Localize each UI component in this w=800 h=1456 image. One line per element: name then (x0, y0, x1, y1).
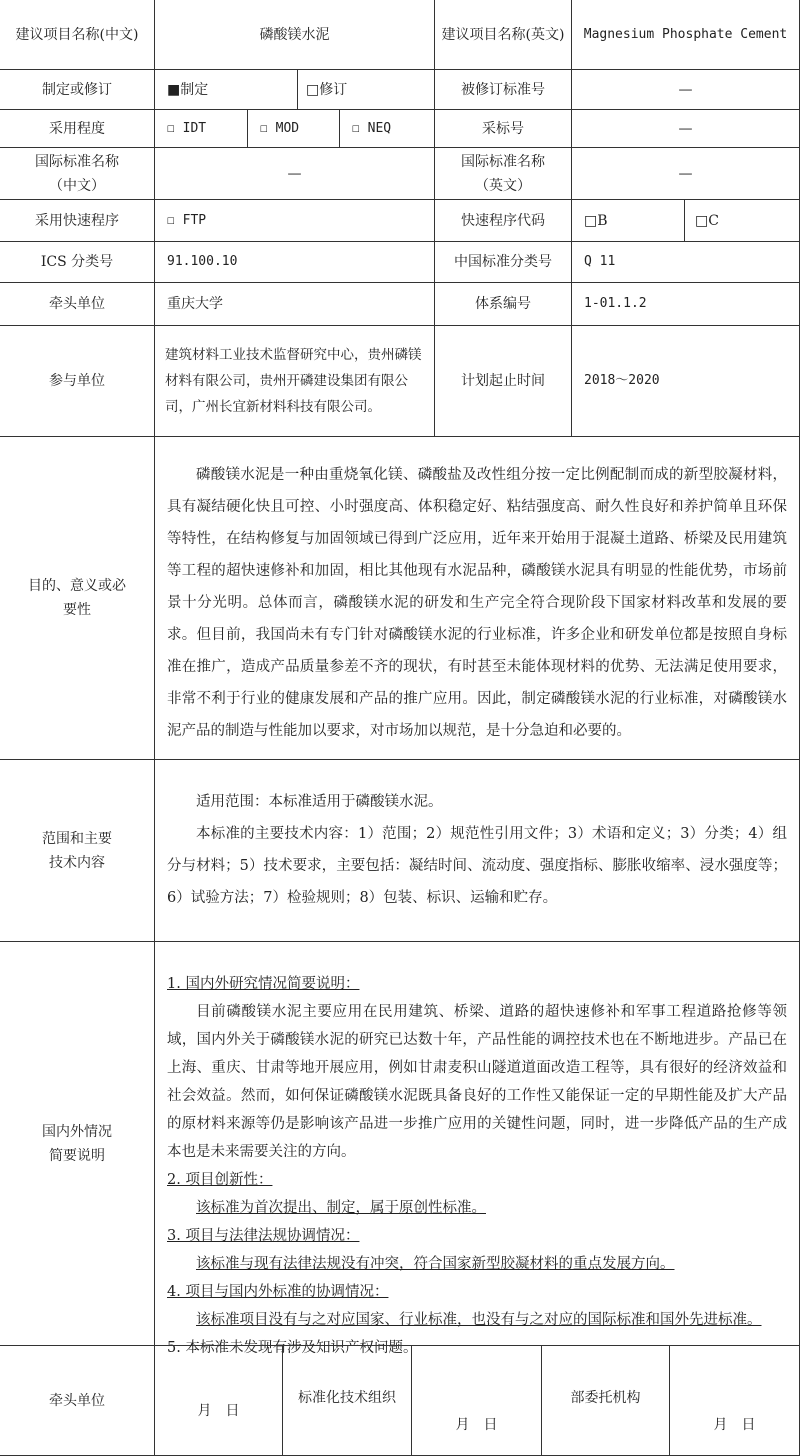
label-name-cn: 建议项目名称(中文) (0, 0, 155, 70)
label-name-en: 建议项目名称(英文) (434, 0, 572, 70)
label-purpose: 目的、意义或必要性 (0, 436, 155, 760)
adopted-no-value: — (571, 109, 800, 148)
label-intl-en: 国际标准名称（英文） (434, 147, 572, 200)
label-ics: ICS 分类号 (0, 241, 155, 283)
label-adoption: 采用程度 (0, 109, 155, 148)
label-schedule: 计划起止时间 (434, 325, 572, 437)
label-scope: 范围和主要技术内容 (0, 759, 155, 942)
participants-value: 建筑材料工业技术监督研究中心，贵州磷镁材料有限公司，贵州开磷建设集团有限公司，广州长宜新材料科技有限公司。 (154, 325, 435, 437)
option-ftp: ☐ FTP (154, 199, 435, 242)
content-text: 本标准的主要技术内容：1）范围；2）规范性引用文件；3）术语和定义；3）分类；4）组分与材料；5）技术要求，主要包括：凝结时间、流动度、强度指标、膨胀收缩率、浸水强度等；6）试验方法；7）检验规则；8）包装、标识、运输和贮存。 (167, 826, 787, 906)
intl-en-value: — (571, 147, 800, 200)
revised-std-value: — (571, 69, 800, 110)
label-adopted-no: 采标号 (434, 109, 572, 148)
heading-standards: 4. 项目与国内外标准的协调情况： (167, 1284, 389, 1300)
purpose-text: 磷酸镁水泥是一种由重烧氧化镁、磷酸盐及改性组分按一定比例配制而成的新型胶凝材料，具有凝结硬化快且可控、小时强度高、体积稳定好、粘结强度高、耐久性良好和养护简单且环保等特性，在结构修复与加固领域已得到广泛应用，近年来开始用于混凝土道路、桥梁及民用建筑等工程的超快速修补和加固，相比其他现有水泥品种，磷酸镁水泥具有明显的性能优势，市场前景十分光明。总体而言，磷酸镁水泥的研发和生产完全符合现阶段下国家材料改革和发展的要求。但目前，我国尚未有专门针对磷酸镁水泥的行业标准，许多企业和研发单位都是按照自身标准在推广，造成产品质量参差不齐的现状，有时甚至未能体现材料的优势、无法满足使用要求，非常不利于行业的健康发展和产品的推广应用。因此，制定磷酸镁水泥的行业标准，对磷酸镁水泥产品的制造与性能加以要求，对市场加以规范，是十分急迫和必要的。 (167, 467, 787, 739)
ip-text: 5. 本标准未发现有涉及知识产权问题。 (167, 1340, 418, 1356)
option-c: □C (684, 199, 800, 242)
label-lead-unit: 牵头单位 (0, 282, 155, 326)
label-ccs: 中国标准分类号 (434, 241, 572, 283)
option-formulate: ■制定 (154, 69, 298, 110)
lead-unit-value: 重庆大学 (154, 282, 435, 326)
label-ministry: 部委托机构 (541, 1345, 670, 1456)
heading-law: 3. 项目与法律法规协调情况： (167, 1228, 360, 1244)
option-neq: ☐ NEQ (339, 109, 435, 148)
system-no-value: 1-01.1.2 (571, 282, 800, 326)
std-org-date: 月 日 (411, 1345, 542, 1456)
label-type: 制定或修订 (0, 69, 155, 110)
option-revise: □修订 (297, 69, 435, 110)
heading-research: 1. 国内外研究情况简要说明： (167, 976, 360, 992)
label-status: 国内外情况简要说明 (0, 941, 155, 1346)
purpose-section (154, 436, 800, 760)
ics-value: 91.100.10 (154, 241, 435, 283)
label-system-no: 体系编号 (434, 282, 572, 326)
standards-text: 该标准项目没有与之对应国家、行业标准，也没有与之对应的国际标准和国外先进标准。 (196, 1312, 762, 1328)
label-participants: 参与单位 (0, 325, 155, 437)
ccs-value: Q 11 (571, 241, 800, 283)
option-mod: ☐ MOD (247, 109, 340, 148)
law-text: 该标准与现有法律法规没有冲突，符合国家新型胶凝材料的重点发展方向。 (196, 1256, 675, 1272)
scope-text: 适用范围：本标准适用于磷酸镁水泥。 (196, 794, 443, 810)
option-b: □B (571, 199, 685, 242)
research-text: 目前磷酸镁水泥主要应用在民用建筑、桥梁、道路的超快速修补和军事工程道路抢修等领域，国内外关于磷酸镁水泥的研究已达数十年，产品性能的调控技术也在不断地进步。产品已在上海、重庆、甘肃等地开展应用，例如甘肃麦积山隧道道面改造工程等，具有很好的经济效益和社会效益。然而，如何保证磷酸镁水泥既具备良好的工作性又能保证一定的早期性能及扩大产品的原材料来源等仍是影响该产品进一步推广应用的关键性问题，同时，进一步降低产品的生产成本也是未来需要关注的方向。 (167, 1004, 787, 1160)
label-fast-track: 采用快速程序 (0, 199, 155, 242)
scope-section (154, 759, 800, 942)
innovation-text: 该标准为首次提出、制定，属于原创性标准。 (196, 1200, 486, 1216)
label-fast-code: 快速程序代码 (434, 199, 572, 242)
label-lead-sign: 牵头单位 (0, 1345, 155, 1456)
ministry-date: 月 日 (669, 1345, 800, 1456)
label-std-org: 标准化技术组织 (282, 1345, 412, 1456)
project-name-cn: 磷酸镁水泥 (154, 0, 435, 70)
project-name-en: Magnesium Phosphate Cement (571, 0, 800, 70)
label-revised-std: 被修订标准号 (434, 69, 572, 110)
label-intl-cn: 国际标准名称（中文） (0, 147, 155, 200)
intl-cn-value: — (154, 147, 435, 200)
status-section (154, 941, 800, 1356)
heading-innovation: 2. 项目创新性： (167, 1172, 273, 1188)
schedule-value: 2018～2020 (571, 325, 800, 437)
option-idt: ☐ IDT (154, 109, 248, 148)
lead-date: 月 日 (154, 1345, 283, 1456)
